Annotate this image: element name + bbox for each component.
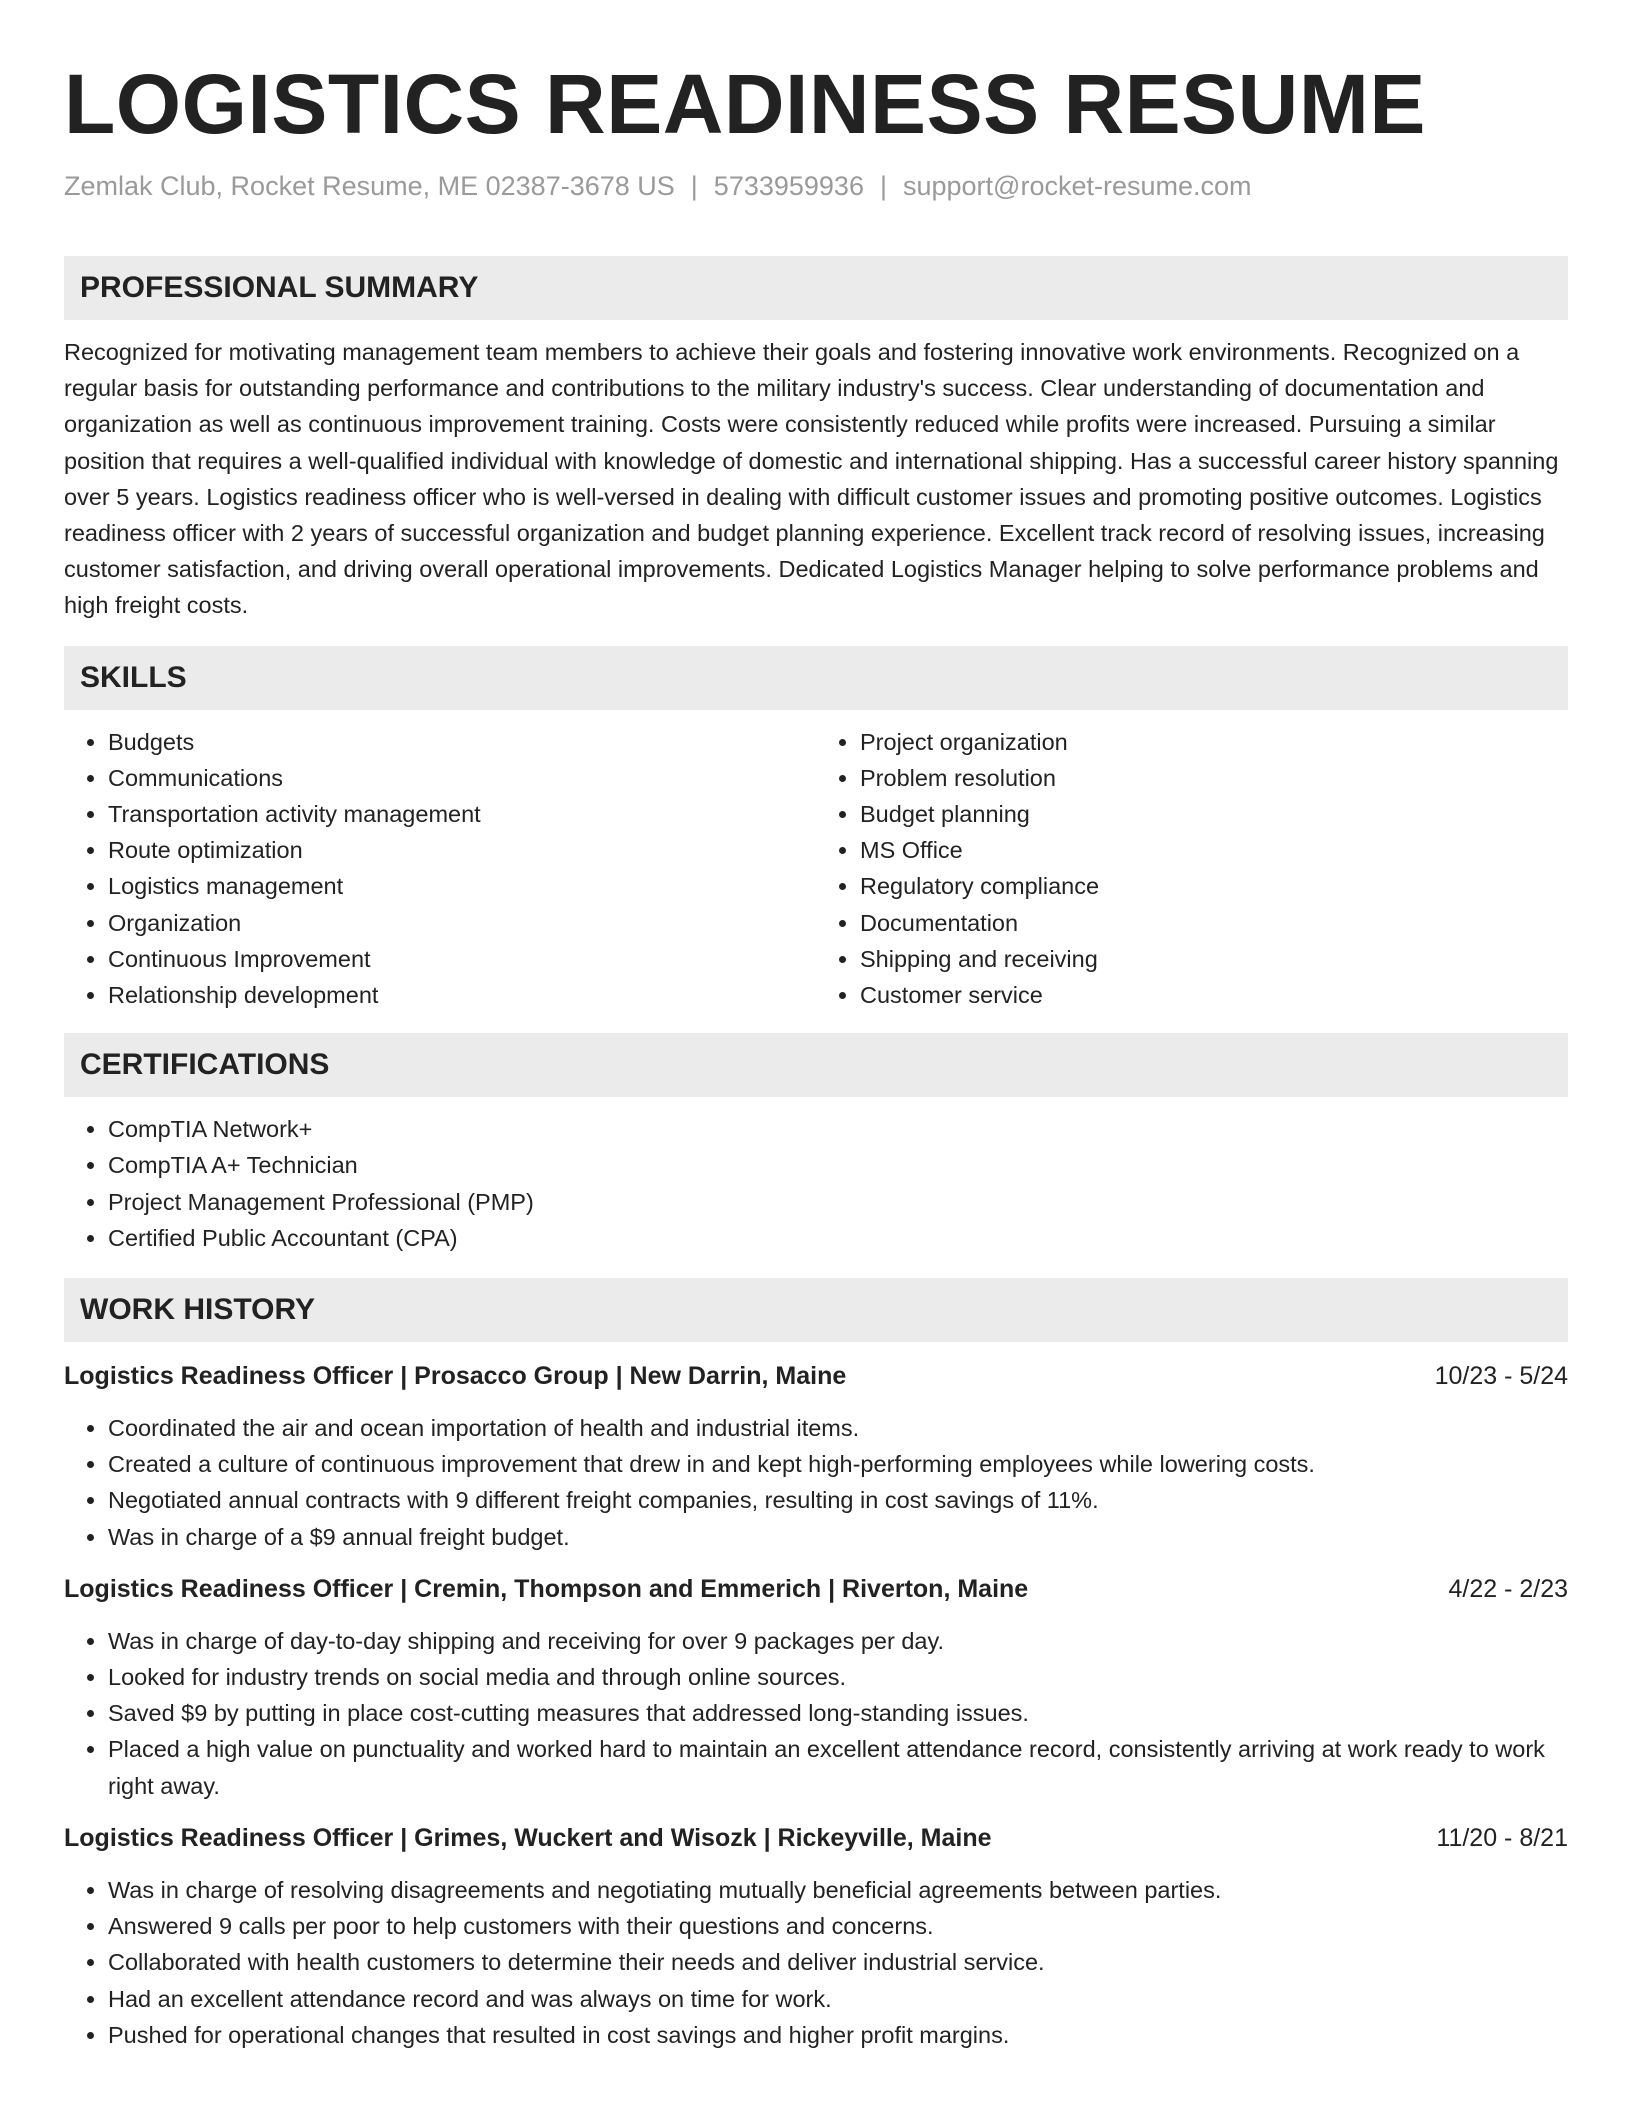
job-entry: [64, 1571, 1568, 1804]
summary-heading: PROFESSIONAL SUMMARY: [64, 256, 1568, 320]
skill-item: • Relationship development: [108, 977, 816, 1013]
job-bullet: • Was in charge of a $9 annual freight budget.: [108, 1519, 1568, 1555]
certification-item: • CompTIA Network+: [108, 1111, 1568, 1147]
job-entry: [64, 1820, 1568, 2053]
job-bullet: • Collaborated with health customers to determine their needs and deliver industrial service.: [108, 1944, 1568, 1980]
skills-column-left: [64, 724, 816, 1014]
skill-item: • Budgets: [108, 724, 816, 760]
job-title: Logistics Readiness Officer | Cremin, Thompson and Emmerich | Riverton, Maine: [64, 1574, 1029, 1603]
job-dates: 11/20 - 8/21: [1436, 1823, 1568, 1852]
skill-item: • Continuous Improvement: [108, 941, 816, 977]
job-bullets: [64, 1410, 1568, 1555]
job-header: [64, 1358, 1568, 1394]
contact-separator: |: [879, 171, 887, 201]
contact-line: [64, 168, 1568, 204]
skill-item: • Logistics management: [108, 868, 816, 904]
skill-item: • Customer service: [860, 977, 1568, 1013]
job-header: [64, 1571, 1568, 1607]
skill-item: • Shipping and receiving: [860, 941, 1568, 977]
skill-item: • Documentation: [860, 905, 1568, 941]
job-title: Logistics Readiness Officer | Prosacco Group | New Darrin, Maine: [64, 1362, 847, 1391]
skills-heading: SKILLS: [64, 646, 1568, 710]
skill-item: • Route optimization: [108, 832, 816, 868]
contact-email: support@rocket-resume.com: [902, 171, 1252, 201]
skill-item: • Problem resolution: [860, 760, 1568, 796]
contact-separator: |: [690, 171, 698, 201]
skill-item: • Transportation activity management: [108, 796, 816, 832]
job-dates: 10/23 - 5/24: [1434, 1362, 1568, 1391]
job-bullet: • Created a culture of continuous improvement that drew in and kept high-performing employees while lowering costs.: [108, 1446, 1568, 1482]
skill-item: • Organization: [108, 905, 816, 941]
job-bullet: • Was in charge of resolving disagreements and negotiating mutually beneficial agreements between parties.: [108, 1872, 1568, 1908]
contact-phone: 5733959936: [713, 171, 864, 201]
certifications-list: [64, 1111, 1568, 1256]
job-header: [64, 1820, 1568, 1856]
job-bullet: • Pushed for operational changes that resulted in cost savings and higher profit margins.: [108, 2017, 1568, 2053]
skill-item: • MS Office: [860, 832, 1568, 868]
skill-item: • Regulatory compliance: [860, 868, 1568, 904]
certification-item: • Project Management Professional (PMP): [108, 1184, 1568, 1220]
job-bullet: • Negotiated annual contracts with 9 different freight companies, resulting in cost savings of 11%.: [108, 1482, 1568, 1518]
skill-item: • Project organization: [860, 724, 1568, 760]
skill-item: • Communications: [108, 760, 816, 796]
certification-item: • Certified Public Accountant (CPA): [108, 1220, 1568, 1256]
summary-text: Recognized for motivating management team members to achieve their goals and fostering innovative work environments. Recognized on a regular basis for outstanding performance and contributions to the military industry's success. Clear understanding of documentation and organization as well as continuous improvement training. Costs were consistently reduced while profits were increased. Pursuing a similar position that requires a well-qualified individual with knowledge of domestic and international shipping. Has a successful career history spanning over 5 years. Logistics readiness officer who is well-versed in dealing with difficult customer issues and promoting positive outcomes. Logistics readiness officer with 2 years of successful organization and budget planning experience. Excellent track record of resolving issues, increasing customer satisfaction, and driving overall operational improvements. Dedicated Logistics Manager helping to solve performance problems and high freight costs.: [64, 339, 1559, 619]
skills-list: [64, 724, 1568, 1014]
job-entry: [64, 1358, 1568, 1555]
contact-address: Zemlak Club, Rocket Resume, ME 02387-3678 US: [64, 171, 675, 201]
resume-title: LOGISTICS READINESS RESUME: [64, 57, 1426, 151]
job-bullet: • Looked for industry trends on social media and through online sources.: [108, 1659, 1568, 1695]
job-bullet: • Saved $9 by putting in place cost-cutting measures that addressed long-standing issues.: [108, 1695, 1568, 1731]
skill-item: • Budget planning: [860, 796, 1568, 832]
certification-item: • CompTIA A+ Technician: [108, 1147, 1568, 1183]
skills-column-right: [816, 724, 1568, 1014]
work-history-heading: WORK HISTORY: [64, 1278, 1568, 1342]
job-bullet: • Placed a high value on punctuality and worked hard to maintain an excellent attendance record, consistently arriving at work ready to work right away.: [108, 1731, 1568, 1803]
job-bullet: • Had an excellent attendance record and was always on time for work.: [108, 1981, 1568, 2017]
job-bullets: [64, 1872, 1568, 2053]
job-title: Logistics Readiness Officer | Grimes, Wuckert and Wisozk | Rickeyville, Maine: [64, 1823, 992, 1852]
job-bullet: • Answered 9 calls per poor to help customers with their questions and concerns.: [108, 1908, 1568, 1944]
job-bullet: • Was in charge of day-to-day shipping and receiving for over 9 packages per day.: [108, 1623, 1568, 1659]
job-dates: 4/22 - 2/23: [1448, 1574, 1568, 1603]
job-bullets: [64, 1623, 1568, 1804]
job-bullet: • Coordinated the air and ocean importation of health and industrial items.: [108, 1410, 1568, 1446]
certifications-heading: CERTIFICATIONS: [64, 1033, 1568, 1097]
